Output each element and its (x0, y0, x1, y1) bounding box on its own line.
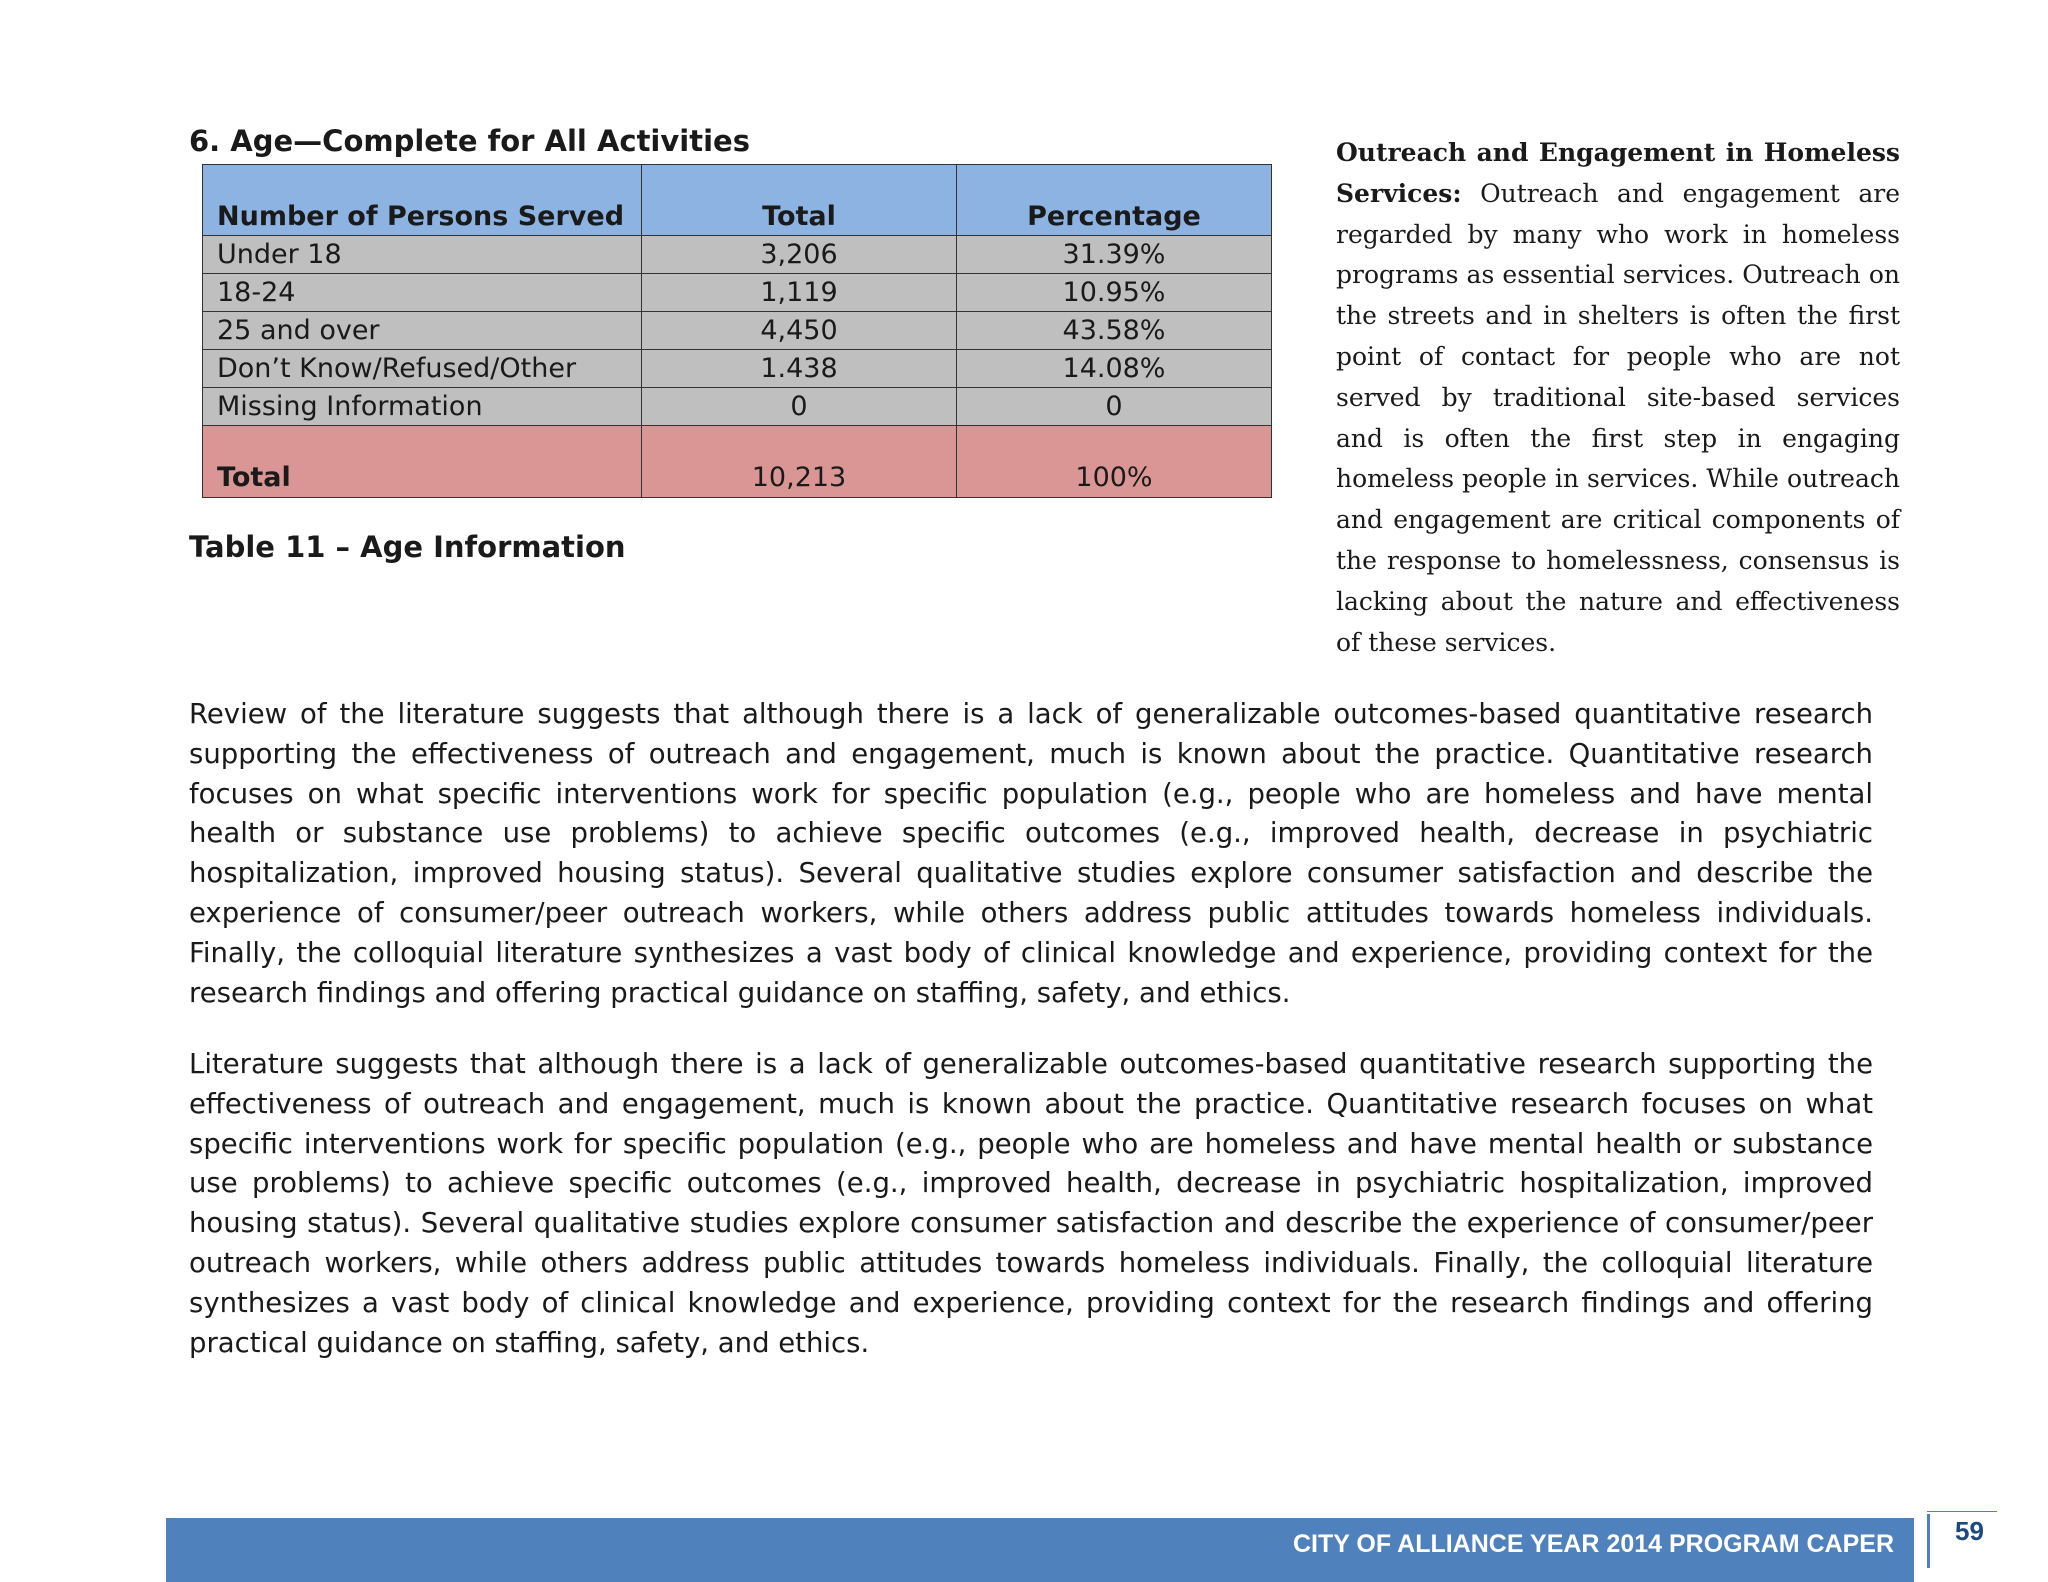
footer-bar (166, 1518, 1914, 1582)
footer-title: CITY OF ALLIANCE YEAR 2014 PROGRAM CAPER (1292, 1530, 1894, 1558)
row-percentage: 14.08% (957, 350, 1272, 388)
table-row (203, 312, 1272, 350)
body-paragraph-2: Literature suggests that although there is a lack of generalizable outcomes-based quantitative research supporting the effectiveness of outreach and engagement, much is known about the practice. Quantitative research focuses on what specific interventions work for specific population (e.g., people who are homeless and have mental health or substance use problems) to achieve specific outcomes (e.g., improved health, decrease in psychiatric hospitalization, improved housing status). Several qualitative studies explore consumer satisfaction and describe the experience of consumer/peer outreach workers, while others address public attitudes towards homeless individuals. Finally, the colloquial literature synthesizes a vast body of clinical knowledge and experience, providing context for the research findings and offering practical guidance on staffing, safety, and ethics. (189, 1048, 1873, 1359)
total-percentage: 100% (957, 426, 1272, 498)
body-paragraph-1: Review of the literature suggests that although there is a lack of generalizable outcomes-based quantitative research supporting the effectiveness of outreach and engagement, much is known about the practice. Quantitative research focuses on what specific interventions work for specific population (e.g., people who are homeless and have mental health or substance use problems) to achieve specific outcomes (e.g., improved health, decrease in psychiatric hospitalization, improved housing status). Several qualitative studies explore consumer satisfaction and describe the experience of consumer/peer outreach workers, while others address public attitudes towards homeless individuals. Finally, the colloquial literature synthesizes a vast body of clinical knowledge and experience, providing context for the research findings and offering practical guidance on staffing, safety, and ethics. (189, 698, 1873, 1009)
row-label: 18-24 (203, 274, 642, 312)
header-total: Total (642, 165, 957, 236)
total-label: Total (203, 426, 642, 498)
table-total-row (203, 426, 1272, 498)
sidebar-text (1336, 133, 1900, 663)
row-percentage: 0 (957, 388, 1272, 426)
row-total: 3,206 (642, 236, 957, 274)
table-header-row (203, 165, 1272, 236)
header-persons-served: Number of Persons Served (203, 165, 642, 236)
row-label: 25 and over (203, 312, 642, 350)
table-caption: Table 11 – Age Information (189, 530, 626, 564)
row-percentage: 10.95% (957, 274, 1272, 312)
page-number: 59 (1955, 1516, 1984, 1546)
row-total: 4,450 (642, 312, 957, 350)
row-percentage: 31.39% (957, 236, 1272, 274)
row-total: 1,119 (642, 274, 957, 312)
row-percentage: 43.58% (957, 312, 1272, 350)
row-label: Under 18 (203, 236, 642, 274)
header-percentage: Percentage (957, 165, 1272, 236)
age-table (202, 164, 1272, 498)
section-heading: 6. Age—Complete for All Activities (189, 124, 750, 158)
table-row (203, 274, 1272, 312)
page-number-divider (1927, 1514, 1930, 1568)
table-row (203, 350, 1272, 388)
sidebar-body: Outreach and engagement are regarded by many who work in homeless programs as essential services. Outreach on the streets and in shelters is often the first point of contact for people who are not served by traditional site-based services and is often the first step in engaging homeless people in services. While outreach and engagement are critical components of the response to homelessness, consensus is lacking about the nature and effectiveness of these services. (1336, 178, 1900, 657)
row-label: Missing Information (203, 388, 642, 426)
total-value: 10,213 (642, 426, 957, 498)
table-row (203, 388, 1272, 426)
table-row (203, 236, 1272, 274)
page-number-rule (1927, 1511, 1997, 1512)
row-total: 1.438 (642, 350, 957, 388)
row-total: 0 (642, 388, 957, 426)
row-label: Don’t Know/Refused/Other (203, 350, 642, 388)
sidebar-lead: Outreach and Engagement in Homeless Services: (1336, 138, 1900, 208)
